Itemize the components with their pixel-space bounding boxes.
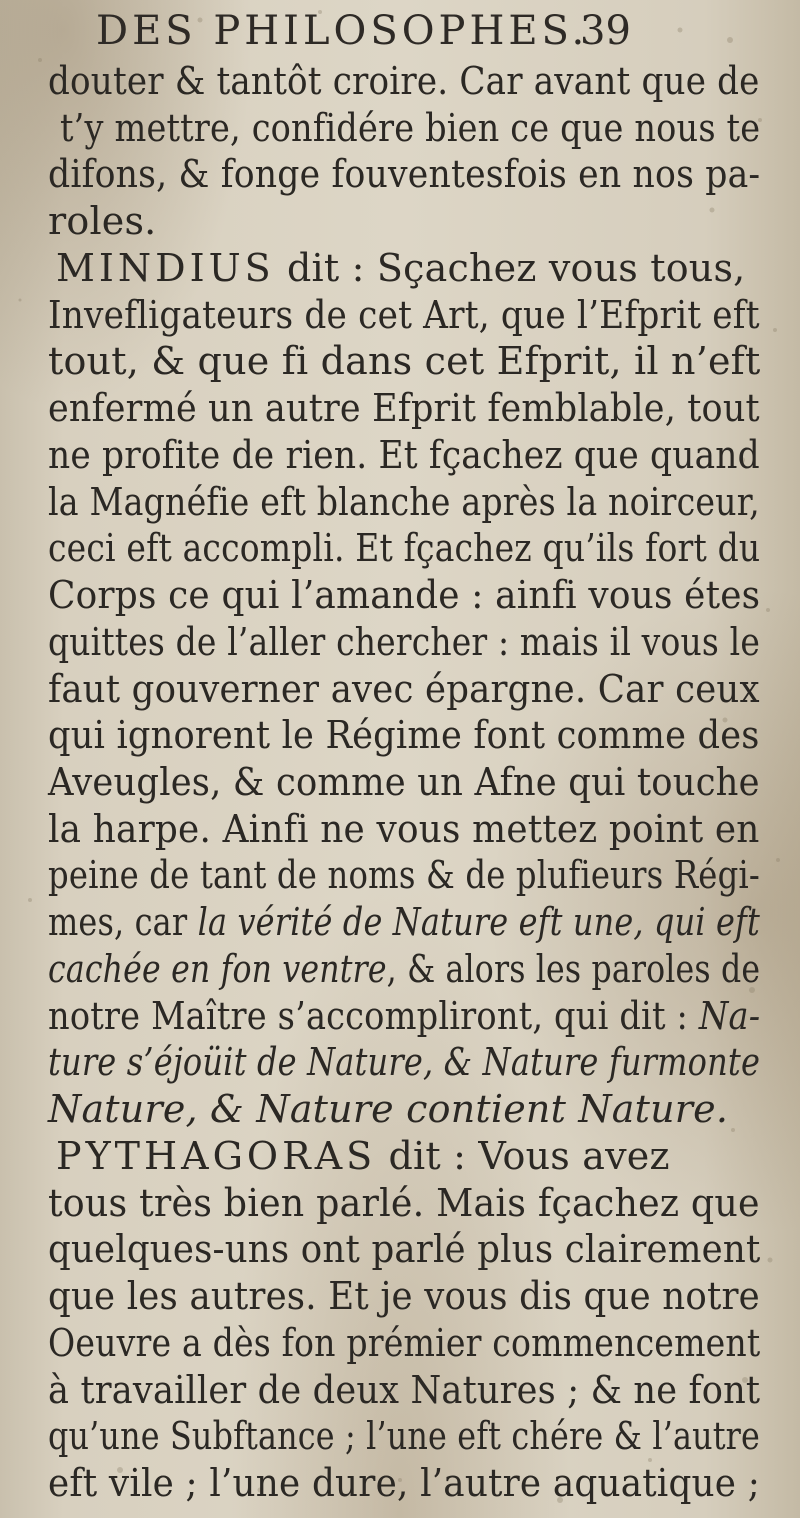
text-line: quittes de l’aller chercher : mais il vous le <box>48 619 761 664</box>
text-line: tout, & que fi dans cet Efprit, il n’eft <box>48 339 761 384</box>
roman-text: mes, car <box>48 900 198 945</box>
text-line: ceci eft accompli. Et fçachez qu’ils fort du <box>48 526 761 571</box>
text-line: t’y mettre, confidére bien ce que nous te <box>60 105 761 150</box>
speaker-text: dit : Vous avez <box>376 1133 670 1178</box>
mixed-line <box>48 993 760 1039</box>
text-line: Aveugles, & comme un Afne qui touche <box>48 760 760 804</box>
speaker-line <box>56 245 745 291</box>
text-line: faut gouverner avec épargne. Car ceux <box>48 666 760 711</box>
text-line: eft vile ; l’une dure, l’autre aquatique ; <box>48 1461 760 1505</box>
text-line: la Magnéfie eft blanche après la noirceur, <box>48 479 760 524</box>
text-line: roles. <box>48 199 157 244</box>
mixed-line <box>48 899 760 945</box>
text-line: difons, & fonge fouventesfois en nos pa- <box>48 152 761 197</box>
text-line: peine de tant de noms & de plufieurs Régi- <box>48 853 760 898</box>
text-line: Corps ce qui l’amande : ainfi vous étes <box>48 573 761 618</box>
text-line: qui ignorent le Régime font comme des <box>48 713 760 758</box>
text-line: ne profite de rien. Et fçachez que quand <box>48 432 760 477</box>
italic-text: cachée en fon ventre <box>48 946 387 991</box>
running-header <box>96 8 588 54</box>
roman-text: , & alors les paroles de <box>386 946 761 991</box>
speaker-text: dit : Sçachez vous tous, <box>274 245 746 290</box>
roman-text: notre Maître s’accompliront, qui dit : <box>48 993 699 1038</box>
text-line: qu’une Subftance ; l’une eft chére & l’autre <box>48 1414 761 1459</box>
italic-line: ture s’éjoüit de Nature, & Nature furmonte <box>48 1040 761 1085</box>
mixed-line <box>48 946 760 992</box>
speaker-name: PYTHAGORAS <box>56 1133 377 1178</box>
speaker-line <box>56 1133 670 1179</box>
italic-text: Na- <box>698 993 761 1038</box>
text-line: Oeuvre a dès fon prémier commencement <box>48 1320 761 1365</box>
speaker-name: MINDIUS <box>56 245 275 290</box>
text-line: que les autres. Et je vous dis que notre <box>48 1274 760 1319</box>
running-title: DES PHILOSOPHES. <box>96 8 589 54</box>
text-line: à travailler de deux Natures ; & ne font <box>48 1367 761 1412</box>
text-line: quelques-uns ont parlé plus clairement <box>48 1227 761 1272</box>
text-line: la harpe. Ainfi ne vous mettez point en <box>48 806 760 851</box>
text-line: enfermé un autre Efprit femblable, tout <box>48 386 760 431</box>
italic-line: Nature, & Nature contient Nature. <box>48 1087 729 1132</box>
page-number: 39 <box>580 8 631 54</box>
text-line: Invefligateurs de cet Art, que l’Efprit eft <box>48 292 760 337</box>
italic-text: la vérité de Nature eft une, qui eft <box>197 900 760 945</box>
text-line: douter & tantôt croire. Car avant que de <box>48 59 760 103</box>
text-line: tous très bien parlé. Mais fçachez que <box>48 1180 760 1225</box>
